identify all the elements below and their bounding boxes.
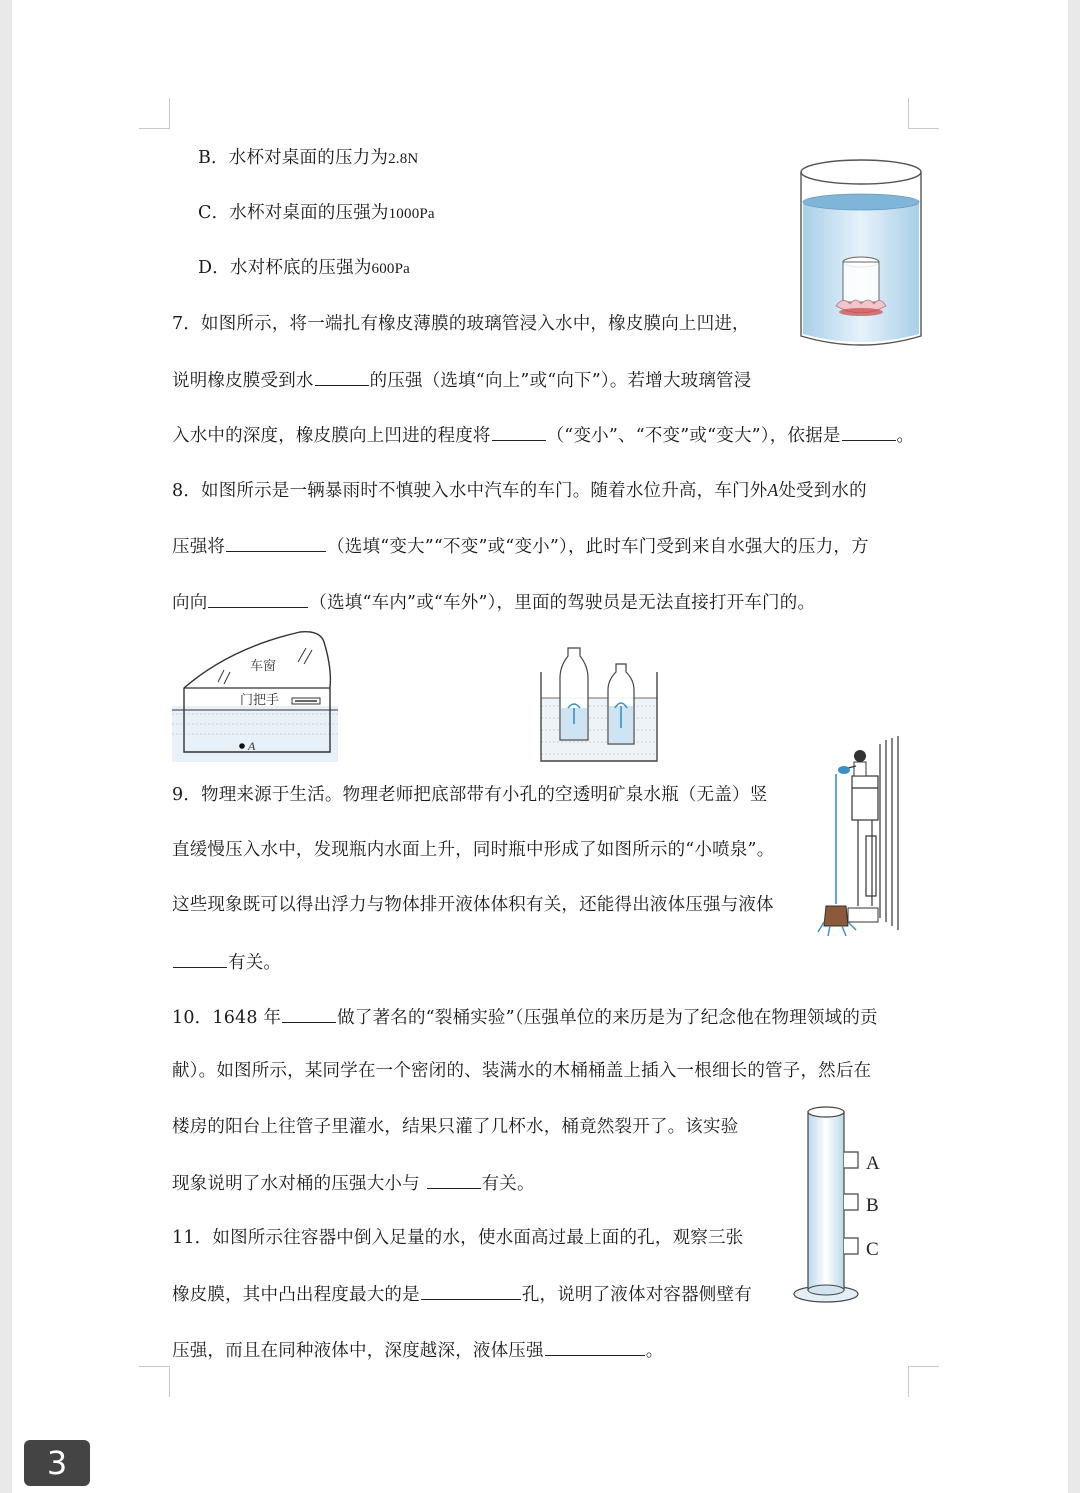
hole-a-label: A <box>866 1153 880 1174</box>
q9-blank-1[interactable] <box>173 949 227 968</box>
q11-line-1 <box>172 1226 743 1250</box>
q7-blank-3[interactable] <box>842 422 896 441</box>
q8-blank-2[interactable] <box>208 589 308 608</box>
beaker-figure <box>798 158 924 356</box>
crop-mark-top-left <box>139 98 170 129</box>
q10-blank-2[interactable] <box>427 1170 481 1189</box>
car-window-label: 车窗 <box>250 659 277 674</box>
hole-c-label: C <box>866 1239 879 1260</box>
q11-text-2a: 橡皮膜，其中凸出程度最大的是 <box>172 1285 420 1305</box>
q8-text-1a: 8．如图所示是一辆暴雨时不慎驶入水中汽车的车门。随着水位升高，车门外 <box>172 481 768 501</box>
crop-mark-top-right <box>908 98 939 129</box>
crop-mark-bottom-left <box>139 1366 170 1397</box>
q11-text-1: 11．如图所示往容器中倒入足量的水，使水面高过最上面的孔，观察三张 <box>172 1228 744 1248</box>
option-b <box>198 146 418 171</box>
q11-text-3b: 。 <box>645 1341 664 1361</box>
option-b-text: B．水杯对桌面的压力为 <box>198 148 389 168</box>
q11-line-3 <box>172 1337 663 1363</box>
q10-text-4b: 有关。 <box>481 1174 535 1194</box>
q9-line-3 <box>172 893 774 917</box>
q10-text-3: 楼房的阳台上往管子里灌水，结果只灌了几杯水，桶竟然裂开了。该实验 <box>172 1117 739 1137</box>
q7-text-3c: 。 <box>896 426 915 446</box>
q9-text-3: 这些现象既可以得出浮力与物体排开液体体积有关，还能得出液体压强与液体 <box>172 895 774 915</box>
q11-line-2 <box>172 1281 752 1307</box>
point-a-label: A <box>248 739 256 753</box>
page-number-badge: 3 <box>24 1440 90 1486</box>
q9-text-2: 直缓慢压入水中，发现瓶内水面上升，同时瓶中形成了如图所示的“小喷泉”。 <box>172 840 775 860</box>
q7-blank-1[interactable] <box>315 367 369 386</box>
option-c-text: C．水杯对桌面的压强为 <box>198 203 389 223</box>
q7-text-3b: （“变小”、“不变”或“变大”），依据是 <box>546 426 841 446</box>
q8-line-2 <box>172 533 869 559</box>
q11-blank-1[interactable] <box>421 1281 521 1300</box>
q10-line-2 <box>172 1059 871 1083</box>
q9-text-1: 9．物理来源于生活。物理老师把底部带有小孔的空透明矿泉水瓶（无盖）竖 <box>172 785 768 805</box>
q10-line-1 <box>172 1004 878 1030</box>
q8-text-1b: 处受到水的 <box>778 481 867 501</box>
q8-blank-1[interactable] <box>226 533 326 552</box>
q8-line-1 <box>172 478 867 503</box>
q9-line-2 <box>172 838 774 862</box>
q10-text-4a: 现象说明了水对桶的压强大小与 <box>172 1174 420 1194</box>
option-c-value: 1000Pa <box>388 206 435 222</box>
bottles-figure <box>538 646 662 764</box>
q8-text-2a: 压强将 <box>172 537 226 557</box>
car-door-figure <box>170 628 342 764</box>
option-c <box>198 201 435 226</box>
container-holes-figure <box>790 1104 894 1310</box>
hole-b-label: B <box>866 1195 879 1216</box>
q11-text-3a: 压强，而且在同种液体中，深度越深，液体压强 <box>172 1341 544 1361</box>
q9-line-4 <box>172 949 281 975</box>
point-a-marker <box>239 743 245 749</box>
option-d <box>198 256 410 281</box>
q10-blank-1[interactable] <box>282 1004 336 1023</box>
q10-line-3 <box>172 1115 738 1139</box>
q7-text-2a: 说明橡皮膜受到水 <box>172 371 314 391</box>
q7-blank-2[interactable] <box>492 422 546 441</box>
q7-text-3a: 入水中的深度，橡皮膜向上凹进的程度将 <box>172 426 491 446</box>
q10-text-2: 献）。如图所示，某同学在一个密闭的、装满水的木桶桶盖上插入一根细长的管子，然后在 <box>172 1061 872 1081</box>
q9-line-1 <box>172 783 767 807</box>
q8-text-3a: 向向 <box>172 593 208 613</box>
q11-blank-2[interactable] <box>545 1337 645 1356</box>
q10-text-1a: 10．1648 年 <box>172 1008 282 1028</box>
q7-line-1 <box>172 312 750 336</box>
q7-line-3 <box>172 422 914 448</box>
door-handle-label: 门把手 <box>240 693 280 708</box>
option-b-value: 2.8N <box>388 151 419 167</box>
q10-line-4 <box>172 1170 535 1196</box>
q10-text-1b: 做了著名的“裂桶实验”（压强单位的来历是为了纪念他在物理领域的贡 <box>337 1008 878 1028</box>
q8-text-3b: （选填“车内”或“车外”），里面的驾驶员是无法直接打开车门的。 <box>309 593 816 613</box>
q7-line-2 <box>172 367 751 393</box>
option-d-text: D．水对杯底的压强为 <box>198 258 372 278</box>
option-d-value: 600Pa <box>371 261 411 277</box>
q11-text-2b: 孔，说明了液体对容器侧壁有 <box>521 1285 752 1305</box>
barrel-experiment-figure <box>818 736 902 944</box>
q7-text-1: 7．如图所示，将一端扎有橡皮薄膜的玻璃管浸入水中，橡皮膜向上凹进， <box>172 314 750 334</box>
q8-text-2b: （选填“变大”“不变”或“变小”），此时车门受到来自水强大的压力，方 <box>327 537 869 557</box>
q8-line-3 <box>172 589 815 615</box>
crop-mark-bottom-right <box>908 1366 939 1397</box>
q8-point-label: A <box>767 480 779 500</box>
q9-text-4: 有关。 <box>228 953 282 973</box>
q7-text-2b: 的压强（选填“向上”或“向下”）。若增大玻璃管浸 <box>369 371 752 391</box>
